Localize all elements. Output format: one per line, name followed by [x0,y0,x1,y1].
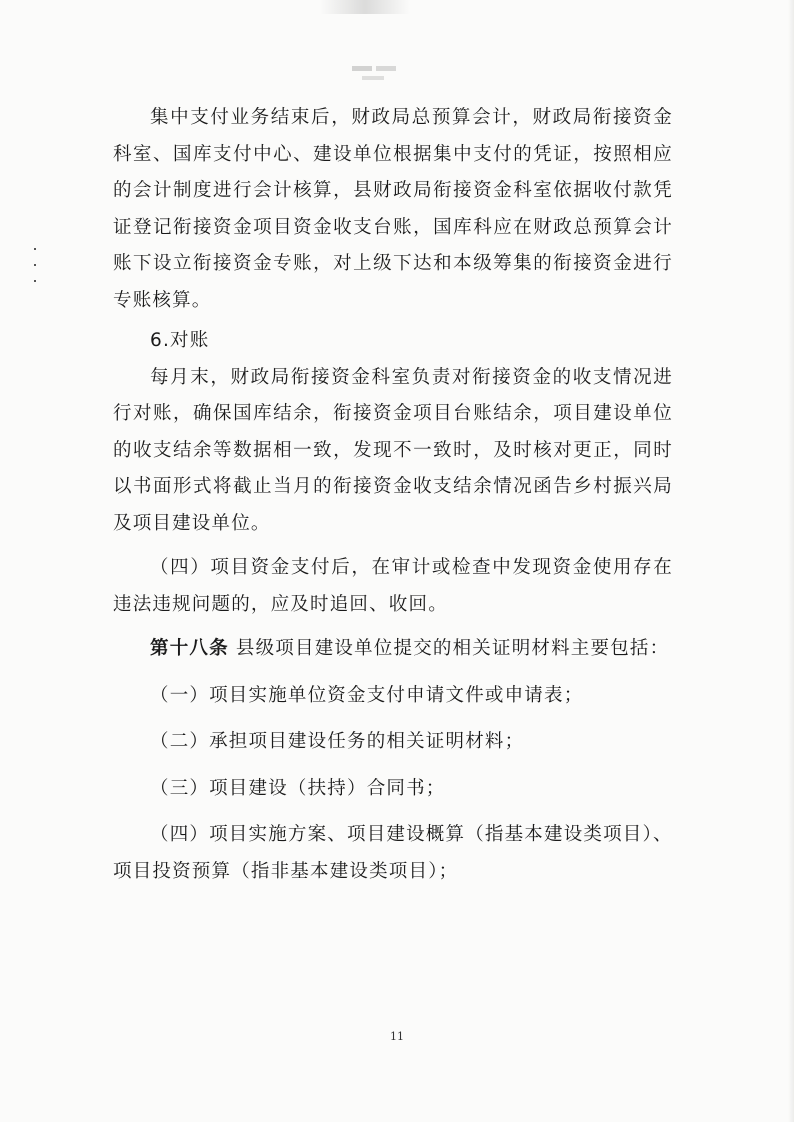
heading-reconciliation: 6.对账 [150,330,210,351]
paragraph-recovery: （四）项目资金支付后，在审计或检查中发现资金使用存在违法违规问题的，应及时追回、收回。 [113,557,673,615]
paragraph-accounting: 集中支付业务结束后，财政局总预算会计，财政局衔接资金科室、国库支付中心、建设单位根据集中支付的凭证，按照相应的会计制度进行会计核算，县财政局衔接资金科室依据收付款凭证登记衔接资金项目资金收支台账，国库科应在财政总预算会计账下设立衔接资金专账，对上级下达和本级筹集的衔接资金进行专账核算。 [113,107,673,311]
list-item: （一）项目实施单位资金支付申请文件或申请表； [150,684,584,706]
margin-binding-marks [34,248,40,298]
page-number: 11 [390,1030,404,1043]
list-item: （二）承担项目建设任务的相关证明材料； [150,731,525,752]
article-18-label: 第十八条 [150,638,229,659]
faint-stamp-icon [350,62,398,84]
list-item: （四）项目实施方案、项目建设概算（指基本建设类项目）、项目投资预算（指非基本建设类项目）； [113,824,673,882]
scan-artifact-top [320,0,410,14]
article-18-spacer [229,638,236,659]
paragraph-reconciliation: 每月末，财政局衔接资金科室负责对衔接资金的收支情况进行对账，确保国库结余，衔接资金项目台账结余，项目建设单位的收支结余等数据相一致，发现不一致时，及时核对更正，同时以书面形式将截止当月的衔接资金收支结余情况函告乡村振兴局及项目建设单位。 [113,366,673,534]
list-item: （三）项目建设（扶持）合同书； [150,777,446,799]
article-18-text: 县级项目建设单位提交的相关证明材料主要包括： [235,638,670,659]
document-body [113,100,673,890]
scan-edge-shadow [788,0,794,1122]
article-18 [113,631,673,668]
